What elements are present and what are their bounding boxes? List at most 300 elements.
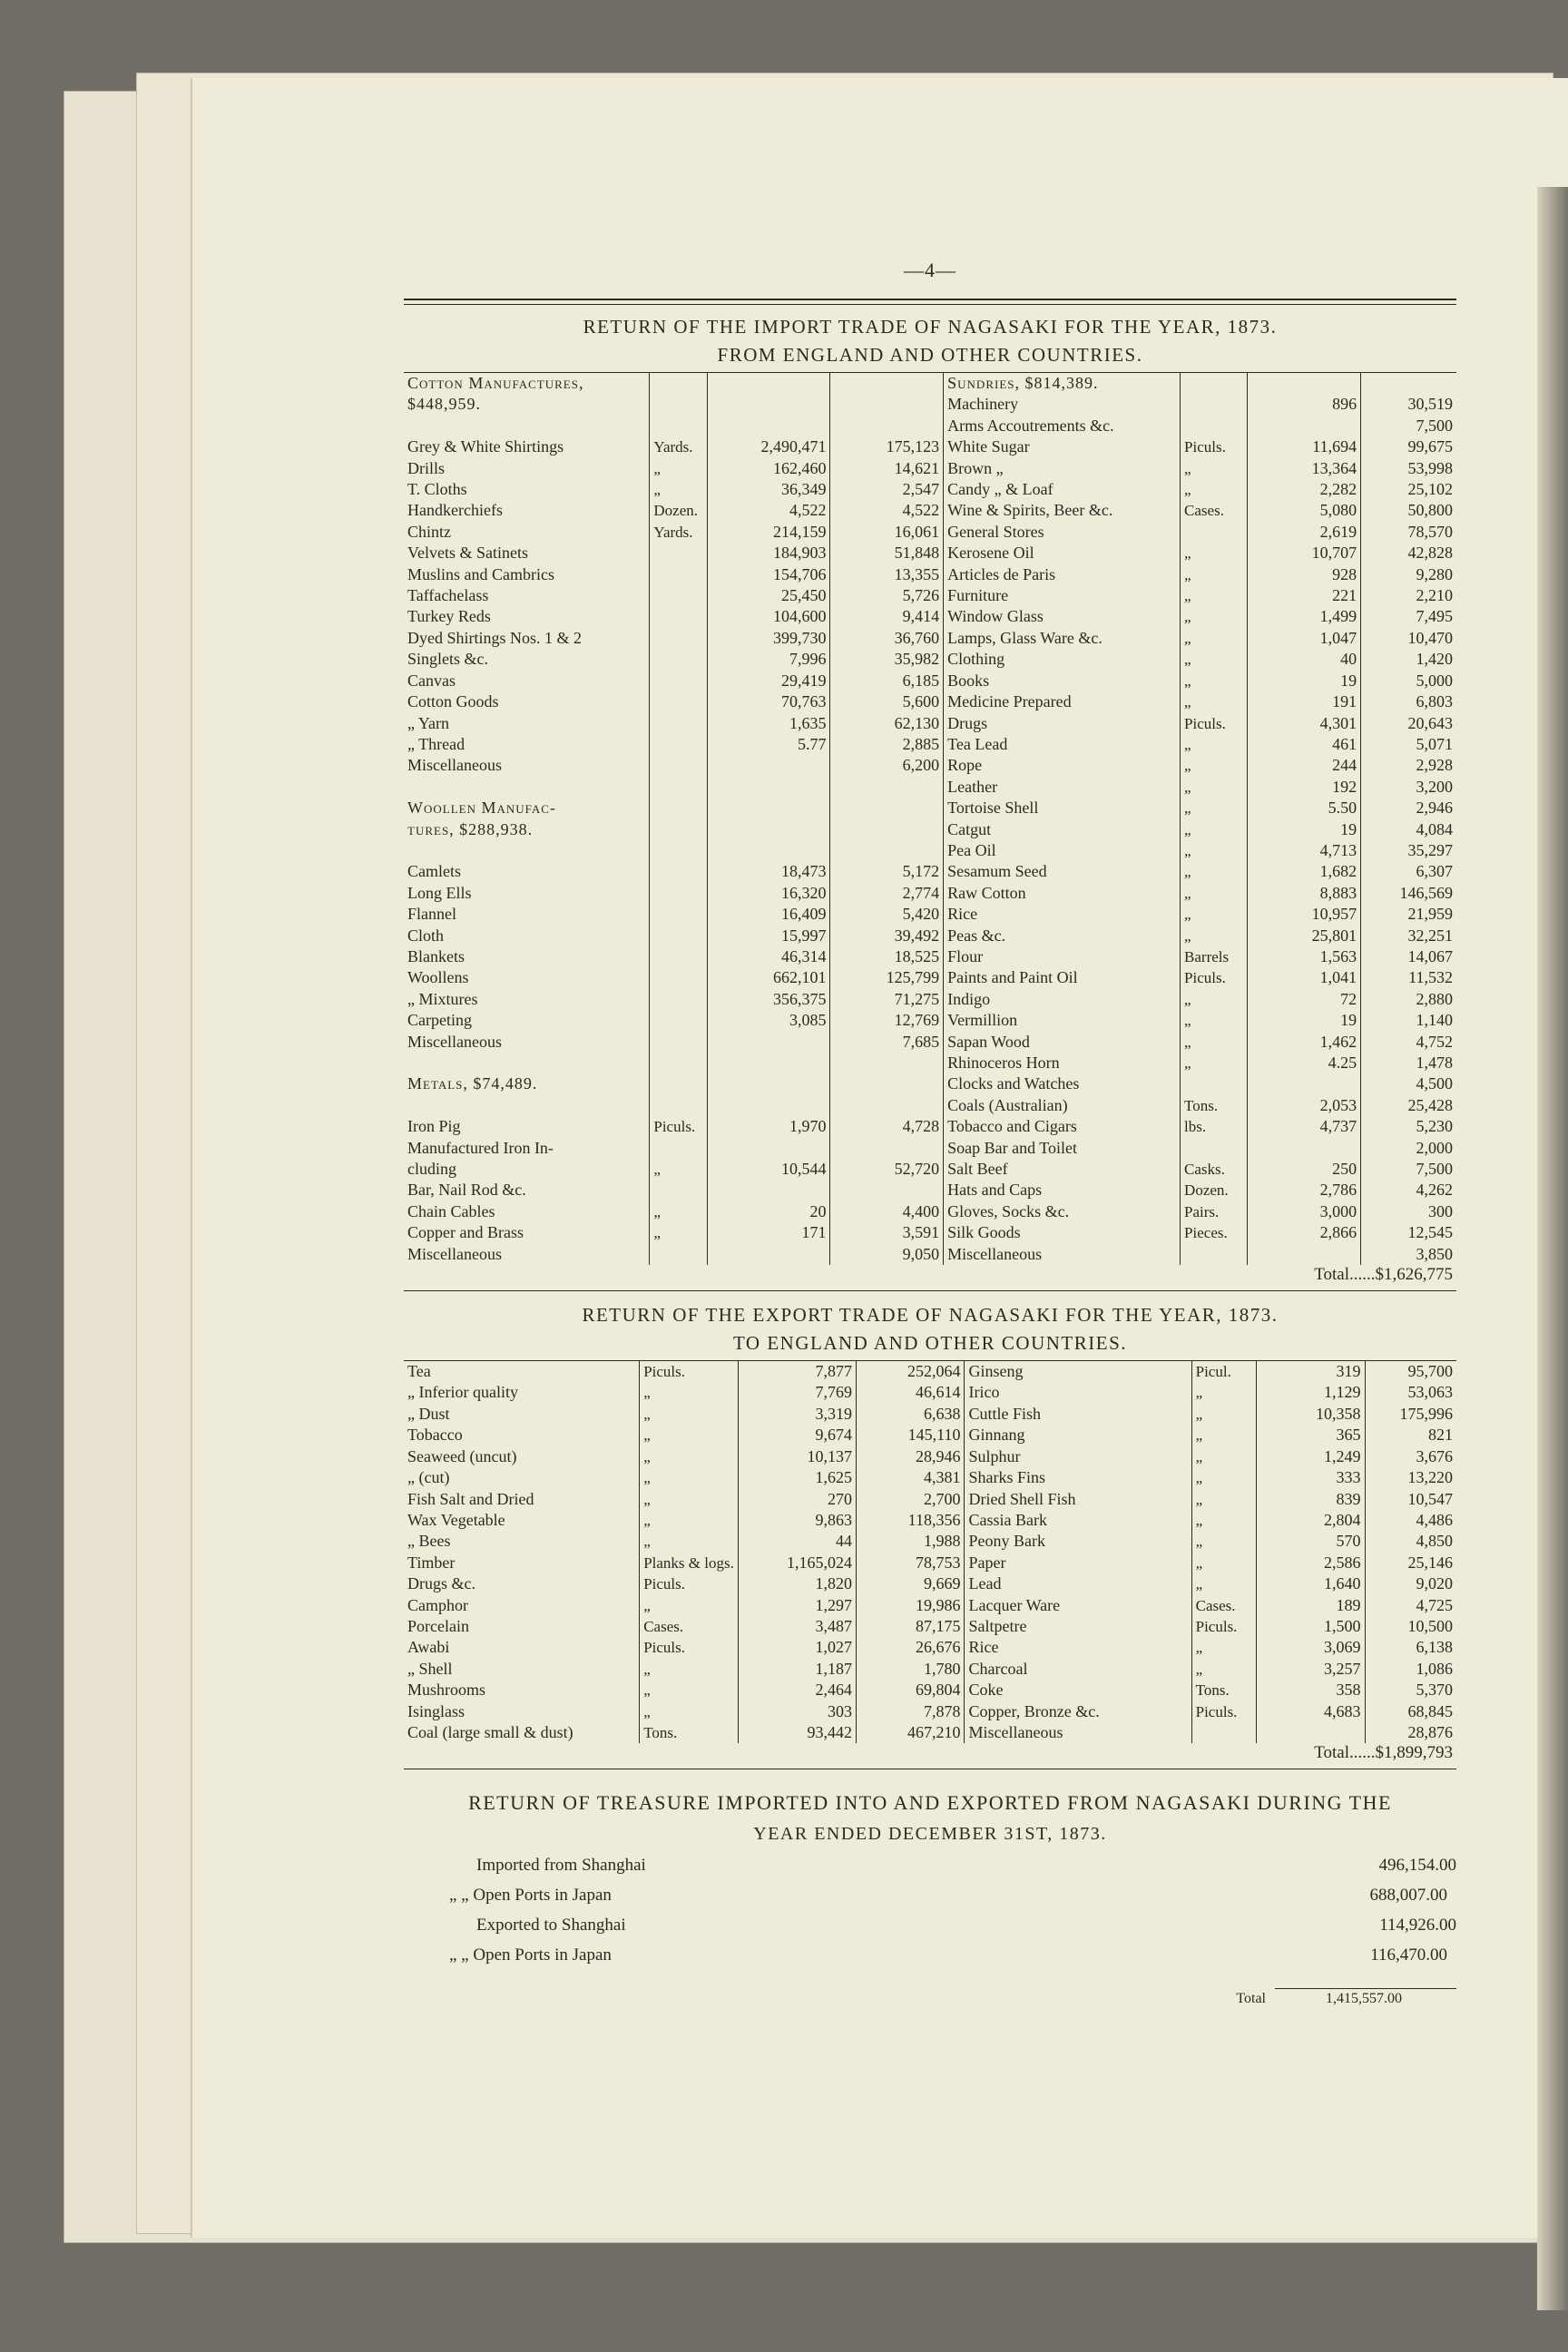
left-name-cell: Singlets &c. bbox=[404, 649, 650, 670]
right-unit-cell: „ bbox=[1181, 543, 1248, 564]
left-name-cell: $448,959. bbox=[404, 394, 650, 415]
treasure-row bbox=[404, 1856, 1456, 1886]
table-row bbox=[404, 1116, 1456, 1137]
table-row bbox=[404, 1701, 1456, 1722]
right-val-cell bbox=[1361, 373, 1456, 394]
left-name-cell: Coal (large small & dust) bbox=[404, 1722, 640, 1743]
left-name-cell: Muslins and Cambrics bbox=[404, 564, 650, 585]
right-val-cell: 4,500 bbox=[1416, 1074, 1453, 1093]
right-name-cell: Candy „ & Loaf bbox=[944, 479, 1181, 500]
left-name-cell: „ Yarn bbox=[404, 713, 650, 734]
right-unit-cell bbox=[1181, 1138, 1248, 1159]
table-row bbox=[404, 1531, 1456, 1552]
right-unit-cell: „ bbox=[1181, 585, 1248, 606]
right-unit-cell: „ bbox=[1181, 840, 1248, 861]
right-name-cell: Arms Accoutrements &c. bbox=[944, 416, 1181, 436]
left-val-cell: 2,774 bbox=[830, 883, 944, 904]
right-name-cell: Raw Cotton bbox=[944, 883, 1181, 904]
left-unit-cell bbox=[650, 628, 708, 649]
right-unit-cell: Picul. bbox=[1191, 1361, 1256, 1382]
left-qty-cell bbox=[708, 798, 830, 818]
left-qty-cell bbox=[708, 1095, 830, 1116]
treasure-row bbox=[404, 1916, 1456, 1945]
import-table bbox=[404, 373, 1456, 1265]
left-val-cell: 4,522 bbox=[830, 500, 944, 521]
table-row bbox=[404, 585, 1456, 606]
left-name-cell: Miscellaneous bbox=[404, 1244, 650, 1265]
right-unit-cell: „ bbox=[1181, 755, 1248, 776]
right-name-cell: Lamps, Glass Ware &c. bbox=[944, 628, 1181, 649]
left-qty-cell: 29,419 bbox=[708, 671, 830, 691]
left-qty-cell: 5.77 bbox=[708, 734, 830, 755]
right-val-cell: 5,071 bbox=[1416, 734, 1453, 753]
right-name-cell: Sesamum Seed bbox=[944, 861, 1181, 882]
left-qty-cell: 104,600 bbox=[708, 606, 830, 627]
left-val-cell: 5,726 bbox=[830, 585, 944, 606]
table-row bbox=[404, 1361, 1456, 1382]
right-name-cell: General Stores bbox=[944, 522, 1181, 543]
left-unit-cell: „ bbox=[650, 458, 708, 479]
right-unit-cell: Dozen. bbox=[1181, 1180, 1248, 1200]
right-name-cell: Rice bbox=[965, 1637, 1191, 1658]
table-row bbox=[404, 1425, 1456, 1446]
right-qty-cell: 2,866 bbox=[1248, 1222, 1361, 1243]
right-qty-cell bbox=[1248, 1244, 1361, 1265]
export-title: RETURN OF THE EXPORT TRADE OF NAGASAKI FOR THE YEAR, 1873. bbox=[582, 1304, 1279, 1327]
left-qty-cell: 1,970 bbox=[708, 1116, 830, 1137]
left-unit-cell: „ bbox=[650, 479, 708, 500]
right-unit-cell: „ bbox=[1181, 861, 1248, 882]
left-name-cell: Canvas bbox=[404, 671, 650, 691]
left-name-cell: Taffachelass bbox=[404, 585, 650, 606]
right-qty-cell: 192 bbox=[1248, 777, 1361, 798]
left-val-cell: 145,110 bbox=[856, 1425, 965, 1446]
table-row bbox=[404, 649, 1456, 670]
left-val-cell bbox=[830, 798, 944, 818]
right-name-cell: Dried Shell Fish bbox=[965, 1489, 1191, 1510]
left-val-cell: 35,982 bbox=[830, 649, 944, 670]
left-unit-cell bbox=[650, 1010, 708, 1031]
right-qty-cell: 2,804 bbox=[1256, 1510, 1365, 1531]
right-val-cell: 30,519 bbox=[1407, 395, 1453, 414]
left-qty-cell bbox=[708, 1180, 830, 1200]
left-name-cell: Miscellaneous bbox=[404, 1032, 650, 1053]
left-val-cell: 36,760 bbox=[830, 628, 944, 649]
left-name-cell: T. Cloths bbox=[404, 479, 650, 500]
table-row bbox=[404, 777, 1456, 798]
right-name-cell: Miscellaneous bbox=[965, 1722, 1191, 1743]
right-qty-cell: 1,249 bbox=[1256, 1446, 1365, 1467]
right-name-cell: Hats and Caps bbox=[944, 1180, 1181, 1200]
left-unit-cell: Tons. bbox=[640, 1722, 739, 1743]
right-qty-cell: 839 bbox=[1256, 1489, 1365, 1510]
right-unit-cell: „ bbox=[1181, 458, 1248, 479]
right-qty-cell: 2,619 bbox=[1248, 522, 1361, 543]
right-name-cell: Tortoise Shell bbox=[944, 798, 1181, 818]
right-val-cell: 3,676 bbox=[1416, 1446, 1453, 1465]
left-qty-cell: 16,320 bbox=[708, 883, 830, 904]
table-row bbox=[404, 458, 1456, 479]
right-qty-cell: 4.25 bbox=[1248, 1053, 1361, 1073]
right-name-cell: Paints and Paint Oil bbox=[944, 967, 1181, 988]
left-unit-cell: „ bbox=[640, 1531, 739, 1552]
left-unit-cell: „ bbox=[650, 1201, 708, 1222]
right-name-cell: Paper bbox=[965, 1553, 1191, 1573]
right-unit-cell: „ bbox=[1181, 479, 1248, 500]
table-row bbox=[404, 1722, 1456, 1743]
right-unit-cell: „ bbox=[1181, 1032, 1248, 1053]
left-val-cell bbox=[830, 373, 944, 394]
left-name-cell: Long Ells bbox=[404, 883, 650, 904]
left-val-cell: 7,878 bbox=[856, 1701, 965, 1722]
right-name-cell: Cassia Bark bbox=[965, 1510, 1191, 1531]
treasure-value: 116,470.00 bbox=[1370, 1945, 1447, 1965]
left-val-cell: 39,492 bbox=[830, 926, 944, 946]
right-qty-cell: 5.50 bbox=[1248, 798, 1361, 818]
right-qty-cell: 8,883 bbox=[1248, 883, 1361, 904]
left-name-cell: Isinglass bbox=[404, 1701, 640, 1722]
right-unit-cell: Piculs. bbox=[1181, 436, 1248, 457]
treasure-label: „ „ Open Ports in Japan bbox=[449, 1886, 612, 1906]
left-name-cell: Iron Pig bbox=[404, 1116, 650, 1137]
left-qty-cell: 15,997 bbox=[708, 926, 830, 946]
right-unit-cell bbox=[1181, 522, 1248, 543]
right-qty-cell: 11,694 bbox=[1248, 436, 1361, 457]
right-val-cell: 9,020 bbox=[1416, 1574, 1453, 1593]
left-val-cell: 7,685 bbox=[830, 1032, 944, 1053]
right-qty-cell: 25,801 bbox=[1248, 926, 1361, 946]
right-val-cell: 175,996 bbox=[1399, 1404, 1453, 1423]
right-unit-cell: „ bbox=[1181, 649, 1248, 670]
right-name-cell: Indigo bbox=[944, 989, 1181, 1010]
table-row bbox=[404, 1382, 1456, 1403]
right-name-cell: Wine & Spirits, Beer &c. bbox=[944, 500, 1181, 521]
left-name-cell: tures, $288,938. bbox=[404, 819, 650, 840]
right-unit-cell: Barrels bbox=[1181, 946, 1248, 967]
right-qty-cell: 40 bbox=[1248, 649, 1361, 670]
left-name-cell: „ Dust bbox=[404, 1404, 640, 1425]
left-unit-cell: Cases. bbox=[640, 1616, 739, 1637]
right-name-cell: Sulphur bbox=[965, 1446, 1191, 1467]
right-unit-cell: „ bbox=[1181, 926, 1248, 946]
left-name-cell: Miscellaneous bbox=[404, 755, 650, 776]
left-qty-cell: 36,349 bbox=[708, 479, 830, 500]
left-qty-cell: 25,450 bbox=[708, 585, 830, 606]
left-name-cell: Copper and Brass bbox=[404, 1222, 650, 1243]
left-qty-cell: 1,297 bbox=[739, 1595, 857, 1616]
left-val-cell: 125,799 bbox=[830, 967, 944, 988]
right-unit-cell: Piculs. bbox=[1181, 967, 1248, 988]
left-qty-cell: 214,159 bbox=[708, 522, 830, 543]
right-unit-cell: „ bbox=[1191, 1573, 1256, 1594]
left-unit-cell: Dozen. bbox=[650, 500, 708, 521]
export-total-label: Total...... bbox=[1314, 1743, 1376, 1763]
table-row bbox=[404, 628, 1456, 649]
left-val-cell: 16,061 bbox=[830, 522, 944, 543]
left-unit-cell: „ bbox=[640, 1382, 739, 1403]
left-qty-cell: 46,314 bbox=[708, 946, 830, 967]
left-unit-cell bbox=[650, 564, 708, 585]
table-row bbox=[404, 1010, 1456, 1031]
left-name-cell: Blankets bbox=[404, 946, 650, 967]
left-val-cell: 46,614 bbox=[856, 1382, 965, 1403]
left-qty-cell: 16,409 bbox=[708, 904, 830, 925]
left-unit-cell bbox=[650, 671, 708, 691]
right-val-cell: 2,928 bbox=[1416, 756, 1453, 775]
treasure-value: 496,154.00 bbox=[1378, 1856, 1456, 1876]
right-qty-cell: 3,257 bbox=[1256, 1659, 1365, 1680]
right-unit-cell: Casks. bbox=[1181, 1159, 1248, 1180]
right-unit-cell: „ bbox=[1191, 1489, 1256, 1510]
table-row bbox=[404, 500, 1456, 521]
left-name-cell: Bar, Nail Rod &c. bbox=[404, 1180, 650, 1200]
table-row bbox=[404, 1616, 1456, 1637]
table-row bbox=[404, 1073, 1456, 1094]
left-qty-cell bbox=[708, 373, 830, 394]
right-unit-cell: „ bbox=[1191, 1510, 1256, 1531]
treasure-label: Exported to Shanghai bbox=[476, 1916, 626, 1936]
table-row bbox=[404, 691, 1456, 712]
left-unit-cell bbox=[650, 606, 708, 627]
left-val-cell: 71,275 bbox=[830, 989, 944, 1010]
right-unit-cell: „ bbox=[1181, 606, 1248, 627]
import-subtitle: FROM ENGLAND AND OTHER COUNTRIES. bbox=[717, 344, 1143, 366]
left-val-cell bbox=[830, 1138, 944, 1159]
left-qty-cell bbox=[708, 1053, 830, 1073]
left-name-cell: Dyed Shirtings Nos. 1 & 2 bbox=[404, 628, 650, 649]
right-qty-cell: 191 bbox=[1248, 691, 1361, 712]
left-name-cell: Chain Cables bbox=[404, 1201, 650, 1222]
right-val-cell: 6,307 bbox=[1416, 862, 1453, 881]
right-unit-cell: „ bbox=[1181, 1010, 1248, 1031]
left-val-cell: 118,356 bbox=[856, 1510, 965, 1531]
right-val-cell: 42,828 bbox=[1407, 544, 1453, 563]
treasure-total-value: 1,415,557.00 bbox=[1275, 1988, 1456, 2007]
right-val-cell: 4,084 bbox=[1416, 819, 1453, 838]
left-qty-cell bbox=[708, 394, 830, 415]
table-row bbox=[404, 1510, 1456, 1531]
right-unit-cell: „ bbox=[1191, 1467, 1256, 1488]
left-val-cell bbox=[830, 394, 944, 415]
right-val-cell: 6,803 bbox=[1416, 692, 1453, 711]
right-val-cell: 10,547 bbox=[1407, 1489, 1453, 1508]
left-unit-cell: „ bbox=[640, 1489, 739, 1510]
left-name-cell: Velvets & Satinets bbox=[404, 543, 650, 564]
table-row bbox=[404, 861, 1456, 882]
right-val-cell: 11,532 bbox=[1408, 968, 1453, 987]
right-unit-cell: „ bbox=[1191, 1425, 1256, 1446]
right-qty-cell: 319 bbox=[1256, 1361, 1365, 1382]
left-qty-cell: 10,137 bbox=[739, 1446, 857, 1467]
table-row bbox=[404, 1553, 1456, 1573]
right-name-cell: Tobacco and Cigars bbox=[944, 1116, 1181, 1137]
left-unit-cell bbox=[650, 1053, 708, 1073]
left-val-cell: 18,525 bbox=[830, 946, 944, 967]
right-name-cell: Irico bbox=[965, 1382, 1191, 1403]
left-unit-cell bbox=[650, 926, 708, 946]
left-unit-cell: Yards. bbox=[650, 522, 708, 543]
right-unit-cell: Piculs. bbox=[1191, 1616, 1256, 1637]
right-val-cell: 95,700 bbox=[1407, 1362, 1453, 1381]
left-unit-cell bbox=[650, 904, 708, 925]
right-unit-cell: „ bbox=[1181, 819, 1248, 840]
right-unit-cell: Cases. bbox=[1181, 500, 1248, 521]
left-qty-cell: 4,522 bbox=[708, 500, 830, 521]
right-val-cell: 2,946 bbox=[1416, 799, 1453, 818]
top-double-rule bbox=[404, 299, 1456, 305]
left-name-cell: Camlets bbox=[404, 861, 650, 882]
right-qty-cell: 4,683 bbox=[1256, 1701, 1365, 1722]
right-val-cell: 28,876 bbox=[1407, 1722, 1453, 1741]
left-val-cell: 4,400 bbox=[830, 1201, 944, 1222]
right-name-cell: Peony Bark bbox=[965, 1531, 1191, 1552]
right-qty-cell bbox=[1248, 1073, 1361, 1094]
left-name-cell: Wax Vegetable bbox=[404, 1510, 640, 1531]
left-name-cell: Tea bbox=[404, 1361, 640, 1382]
table-row bbox=[404, 394, 1456, 415]
table-row bbox=[404, 1053, 1456, 1073]
left-val-cell: 5,420 bbox=[830, 904, 944, 925]
table-row bbox=[404, 755, 1456, 776]
left-unit-cell bbox=[650, 861, 708, 882]
left-unit-cell bbox=[650, 734, 708, 755]
right-unit-cell: „ bbox=[1181, 1053, 1248, 1073]
left-val-cell: 78,753 bbox=[856, 1553, 965, 1573]
table-row bbox=[404, 840, 1456, 861]
right-unit-cell: Cases. bbox=[1191, 1595, 1256, 1616]
treasure-subtitle: YEAR ENDED DECEMBER 31ST, 1873. bbox=[753, 1824, 1107, 1845]
left-unit-cell bbox=[650, 840, 708, 861]
left-qty-cell: 10,544 bbox=[708, 1159, 830, 1180]
right-qty-cell: 3,069 bbox=[1256, 1637, 1365, 1658]
left-name-cell: Mushrooms bbox=[404, 1680, 640, 1700]
left-name-cell: Timber bbox=[404, 1553, 640, 1573]
left-val-cell: 69,804 bbox=[856, 1680, 965, 1700]
treasure-total bbox=[404, 1988, 1456, 2007]
left-qty-cell: 1,635 bbox=[708, 713, 830, 734]
left-name-cell: Drills bbox=[404, 458, 650, 479]
left-val-cell bbox=[830, 1180, 944, 1200]
left-qty-cell: 44 bbox=[739, 1531, 857, 1552]
left-unit-cell bbox=[650, 691, 708, 712]
right-name-cell: Gloves, Socks &c. bbox=[944, 1201, 1181, 1222]
table-row bbox=[404, 373, 1456, 394]
left-unit-cell: Yards. bbox=[650, 436, 708, 457]
right-val-cell: 14,067 bbox=[1407, 946, 1453, 965]
left-name-cell: Flannel bbox=[404, 904, 650, 925]
right-qty-cell: 221 bbox=[1248, 585, 1361, 606]
left-val-cell bbox=[830, 840, 944, 861]
right-val-cell: 7,500 bbox=[1416, 1160, 1453, 1179]
right-qty-cell bbox=[1248, 416, 1361, 436]
right-qty-cell: 1,563 bbox=[1248, 946, 1361, 967]
right-val-cell: 5,230 bbox=[1416, 1117, 1453, 1136]
table-row bbox=[404, 1659, 1456, 1680]
left-unit-cell: „ bbox=[640, 1404, 739, 1425]
import-bottom-rule bbox=[404, 1290, 1456, 1291]
table-row bbox=[404, 946, 1456, 967]
left-unit-cell: „ bbox=[640, 1680, 739, 1700]
left-qty-cell: 399,730 bbox=[708, 628, 830, 649]
table-row bbox=[404, 522, 1456, 543]
right-qty-cell: 461 bbox=[1248, 734, 1361, 755]
right-unit-cell bbox=[1181, 1073, 1248, 1094]
right-name-cell: Articles de Paris bbox=[944, 564, 1181, 585]
left-qty-cell: 3,319 bbox=[739, 1404, 857, 1425]
right-name-cell: White Sugar bbox=[944, 436, 1181, 457]
right-val-cell: 4,486 bbox=[1416, 1510, 1453, 1529]
right-qty-cell bbox=[1248, 373, 1361, 394]
table-row bbox=[404, 1404, 1456, 1425]
right-unit-cell bbox=[1181, 416, 1248, 436]
left-name-cell: „ Mixtures bbox=[404, 989, 650, 1010]
table-row bbox=[404, 416, 1456, 436]
import-total bbox=[404, 1265, 1456, 1285]
right-qty-cell: 244 bbox=[1248, 755, 1361, 776]
left-name-cell: Chintz bbox=[404, 522, 650, 543]
import-total-value: $1,626,775 bbox=[1375, 1265, 1453, 1285]
right-unit-cell: „ bbox=[1181, 564, 1248, 585]
right-val-cell: 78,570 bbox=[1407, 522, 1453, 541]
table-row bbox=[404, 926, 1456, 946]
left-qty-cell: 3,085 bbox=[708, 1010, 830, 1031]
right-qty-cell: 10,358 bbox=[1256, 1404, 1365, 1425]
left-unit-cell bbox=[650, 1073, 708, 1094]
right-val-cell: 300 bbox=[1428, 1201, 1453, 1220]
export-table bbox=[404, 1361, 1456, 1743]
left-qty-cell: 93,442 bbox=[739, 1722, 857, 1743]
right-val-cell: 3,200 bbox=[1416, 777, 1453, 796]
right-name-cell: Coke bbox=[965, 1680, 1191, 1700]
right-name-cell: Tea Lead bbox=[944, 734, 1181, 755]
left-name-cell: „ (cut) bbox=[404, 1467, 640, 1488]
right-unit-cell: „ bbox=[1191, 1553, 1256, 1573]
left-qty-cell: 303 bbox=[739, 1701, 857, 1722]
right-name-cell: Rice bbox=[944, 904, 1181, 925]
left-qty-cell: 1,027 bbox=[739, 1637, 857, 1658]
table-row bbox=[404, 1680, 1456, 1700]
right-qty-cell: 2,282 bbox=[1248, 479, 1361, 500]
right-name-cell: Sharks Fins bbox=[965, 1467, 1191, 1488]
right-qty-cell: 1,499 bbox=[1248, 606, 1361, 627]
right-qty-cell bbox=[1256, 1722, 1365, 1743]
left-unit-cell: „ bbox=[640, 1425, 739, 1446]
left-qty-cell: 3,487 bbox=[739, 1616, 857, 1637]
left-unit-cell bbox=[650, 819, 708, 840]
right-unit-cell: „ bbox=[1181, 734, 1248, 755]
right-name-cell: Charcoal bbox=[965, 1659, 1191, 1680]
right-val-cell: 99,675 bbox=[1407, 437, 1453, 456]
right-name-cell: Pea Oil bbox=[944, 840, 1181, 861]
left-name-cell bbox=[404, 777, 650, 798]
left-name-cell: Handkerchiefs bbox=[404, 500, 650, 521]
left-unit-cell bbox=[650, 777, 708, 798]
left-unit-cell bbox=[650, 1095, 708, 1116]
left-val-cell: 4,728 bbox=[830, 1116, 944, 1137]
right-val-cell: 821 bbox=[1428, 1426, 1453, 1445]
left-name-cell: Tobacco bbox=[404, 1425, 640, 1446]
right-unit-cell: „ bbox=[1181, 883, 1248, 904]
right-name-cell: Kerosene Oil bbox=[944, 543, 1181, 564]
left-qty-cell: 2,464 bbox=[739, 1680, 857, 1700]
table-row bbox=[404, 1637, 1456, 1658]
right-qty-cell bbox=[1248, 1138, 1361, 1159]
left-qty-cell bbox=[708, 1032, 830, 1053]
left-name-cell: Drugs &c. bbox=[404, 1573, 640, 1594]
left-name-cell bbox=[404, 416, 650, 436]
right-val-cell: 1,140 bbox=[1416, 1011, 1453, 1030]
right-name-cell: Window Glass bbox=[944, 606, 1181, 627]
